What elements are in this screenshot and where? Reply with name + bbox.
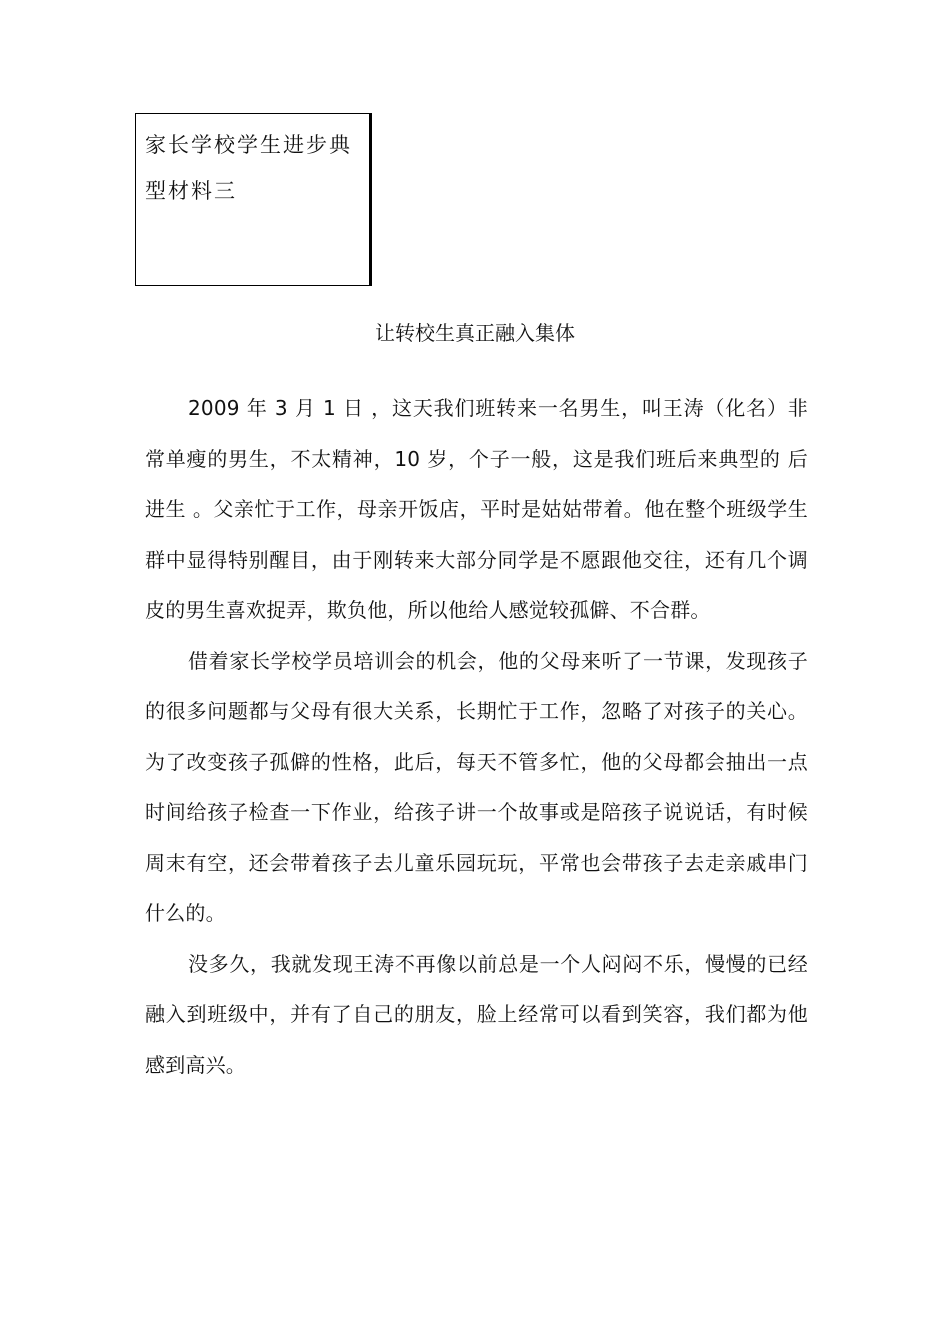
paragraph-1: [145, 383, 808, 636]
title-box: [135, 113, 372, 286]
text-segment: 2009: [188, 396, 240, 420]
text-segment: 3: [274, 396, 288, 420]
article-title: 让转校生真正融入集体: [375, 321, 575, 345]
text-segment: 日 ，这天我们班转来一名男生，叫王涛（化名）非常单瘦的男生，不太精神，: [145, 396, 808, 471]
title-box-line-1: 家长学校学生进步典: [145, 133, 352, 157]
text-segment: 借着家长学校学员培训会的机会，他的父母来听了一节课，发现孩子的很多问题都与父母有很大关系，长期忙于工作，忽略了对孩子的关心。为了改变孩子孤僻的性格，此后，每天不管多忙，他的父母都会抽出一点时间给孩子检查一下作业，给孩子讲一个故事或是陪孩子说说话，有时候周末有空，还会带着孩子去儿童乐园玩玩，平常也会带孩子去走亲戚串门什么的。: [145, 648, 808, 925]
text-segment: 1: [323, 396, 336, 420]
article-body: [145, 383, 808, 1090]
paragraph-3: [145, 939, 808, 1091]
title-box-line-2: 型材料三: [145, 179, 237, 203]
text-segment: 月: [287, 396, 324, 420]
text-segment: 没多久，我就发现王涛不再像以前总是一个人闷闷不乐，慢慢的已经融入到班级中，并有了自己的朋友，脸上经常可以看到笑容，我们都为他感到高兴。: [145, 951, 808, 1077]
text-segment: 年: [239, 396, 275, 420]
text-segment: 10: [394, 446, 421, 471]
title-box-heading: [145, 122, 367, 214]
text-segment: 岁，个子一般，这是我们班后来典型的 后进生 。父亲忙于工作，母亲开饭店，平时是姑姑带着。他在整个班级学生群中显得特别醒目，由于刚转来大部分同学是不愿跟他交往，还有几个调皮的男生喜欢捉弄，欺负他，所以他给人感觉较孤僻、不合群。: [145, 446, 808, 622]
paragraph-2: [145, 636, 808, 939]
